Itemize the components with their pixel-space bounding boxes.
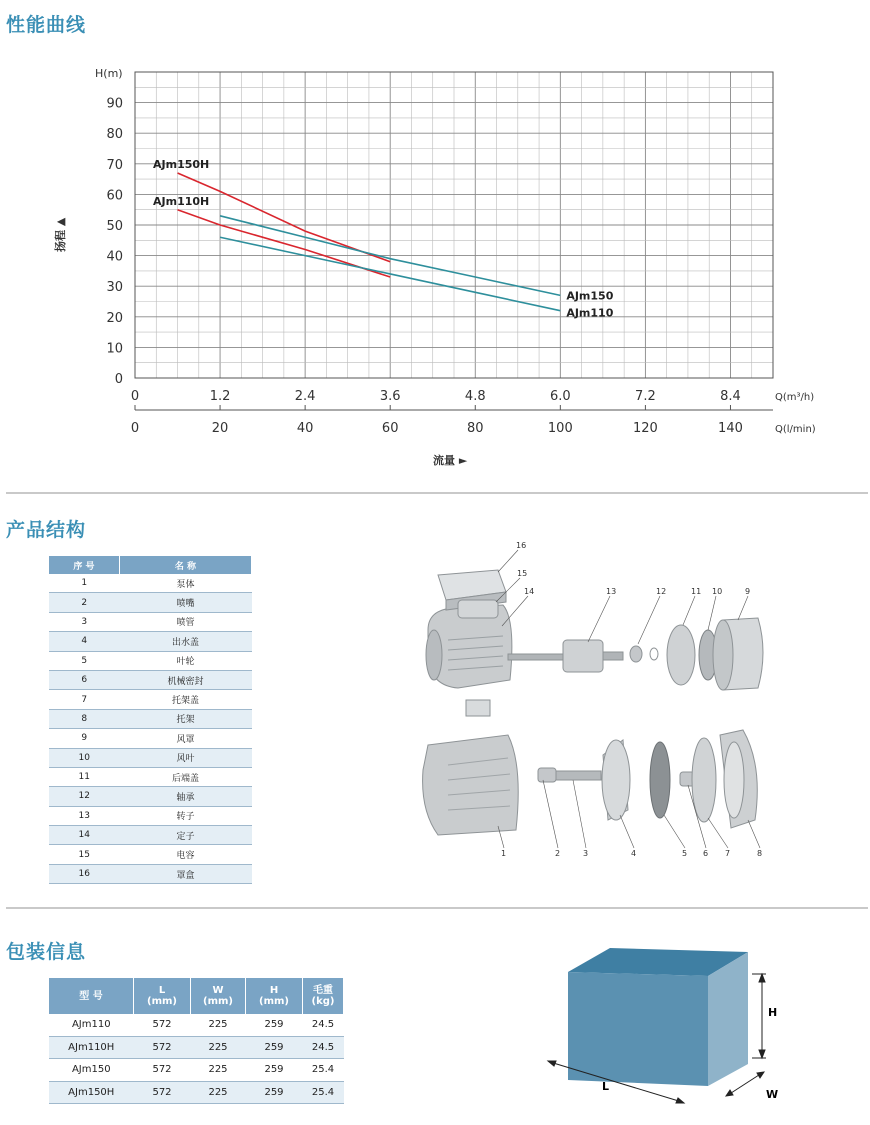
x-tick-label-m3h: 6.0	[549, 389, 571, 404]
parts-cell-no: 10	[49, 748, 120, 767]
parts-table-body	[49, 574, 252, 884]
packing-row	[49, 1036, 344, 1059]
part-callout-10: 10	[712, 587, 723, 596]
parts-row	[49, 651, 252, 670]
y-tick-label: 90	[106, 96, 123, 112]
parts-row	[49, 767, 252, 786]
bracket-piece	[466, 700, 490, 716]
x-tick-label-lmin: 60	[381, 421, 399, 436]
parts-row	[49, 612, 252, 631]
parts-cell-name: 机械密封	[120, 670, 252, 689]
packing-cell: 572	[134, 1081, 191, 1104]
packing-header-line: (mm)	[203, 996, 233, 1007]
packing-header-cell	[134, 978, 191, 1014]
parts-cell-no: 6	[49, 670, 120, 689]
packing-row	[49, 1059, 344, 1082]
y-tick-label: 70	[106, 157, 123, 173]
packing-cell: 259	[246, 1059, 303, 1082]
y-axis-title: 扬程 ▲	[54, 217, 67, 252]
parts-cell-no: 1	[49, 574, 120, 593]
x-tick-label-m3h: 7.2	[635, 389, 656, 404]
parts-row	[49, 632, 252, 651]
packing-header-cell	[191, 978, 246, 1014]
section-title-structure: 产品结构	[6, 519, 87, 541]
packing-cell: AJm150	[49, 1059, 134, 1082]
packing-cell: 225	[191, 1036, 246, 1059]
packing-header-cell	[303, 978, 344, 1014]
outlet-cover	[602, 740, 630, 820]
packing-table-body	[49, 1014, 344, 1104]
capacitor	[458, 600, 498, 618]
packing-cell: 259	[246, 1081, 303, 1104]
packing-table	[49, 978, 344, 1104]
packing-header-line: (mm)	[147, 996, 177, 1007]
parts-cell-no: 5	[49, 651, 120, 670]
parts-cell-name: 轴承	[120, 787, 252, 806]
package-box-diagram	[530, 940, 810, 1110]
x-tick-label-lmin: 140	[718, 421, 743, 436]
packing-header-line: (kg)	[311, 996, 335, 1007]
packing-header-line: (mm)	[259, 996, 289, 1007]
part-callout-13: 13	[606, 587, 617, 596]
parts-cell-no: 7	[49, 690, 120, 709]
section-title-performance: 性能曲线	[6, 14, 87, 36]
packing-header-line: L	[158, 985, 166, 996]
y-tick-label: 20	[106, 310, 123, 326]
packing-cell: 572	[134, 1014, 191, 1036]
part-callout-11: 11	[691, 587, 702, 596]
divider-1	[6, 492, 868, 494]
part-callout-5: 5	[682, 849, 688, 858]
section-title-packaging: 包装信息	[6, 941, 87, 963]
packing-cell: 259	[246, 1014, 303, 1036]
parts-cell-name: 喷嘴	[120, 593, 252, 612]
parts-row	[49, 806, 252, 825]
series-label-ajm110h: AJm110H	[153, 195, 210, 208]
packing-header-line: H	[269, 985, 279, 996]
parts-cell-no: 16	[49, 864, 120, 883]
y-tick-label: 30	[106, 280, 123, 296]
parts-cell-name: 转子	[120, 806, 252, 825]
parts-row	[49, 690, 252, 709]
x-unit-lmin: Q(l/min)	[775, 424, 816, 435]
parts-cell-name: 出水盖	[120, 632, 252, 651]
x-tick-label-lmin: 100	[547, 421, 573, 436]
pump-body	[423, 735, 519, 835]
packing-header-line: 毛重	[313, 985, 333, 996]
parts-cell-name: 定子	[120, 826, 252, 845]
x-tick-label-m3h: 0	[130, 389, 140, 404]
y-tick-label: 60	[106, 188, 123, 204]
x-tick-label-lmin: 120	[632, 421, 658, 436]
part-callout-6: 6	[703, 849, 709, 858]
part-callout-8: 8	[757, 849, 763, 858]
packing-cell: 572	[134, 1059, 191, 1082]
packing-cell: 572	[134, 1036, 191, 1059]
part-callout-12: 12	[656, 587, 667, 596]
packing-header-cell	[49, 978, 134, 1014]
fan-cover	[713, 618, 763, 690]
bracket-cover	[692, 738, 716, 822]
x-axis-title: 流量 ►	[433, 454, 468, 467]
parts-cell-no: 9	[49, 729, 120, 748]
parts-cell-no: 4	[49, 632, 120, 651]
parts-row	[49, 845, 252, 864]
part-callout-15: 15	[517, 569, 528, 578]
parts-header-no: 序 号	[49, 556, 120, 574]
box-label-h: H	[768, 1006, 778, 1019]
x-tick-label-m3h: 4.8	[464, 389, 486, 404]
packing-cell: 24.5	[303, 1014, 344, 1036]
x-tick-label-lmin: 40	[296, 421, 314, 436]
parts-row	[49, 709, 252, 728]
x-tick-label-lmin: 20	[211, 421, 229, 436]
part-callout-7: 7	[725, 849, 731, 858]
packing-cell: AJm110H	[49, 1036, 134, 1059]
packing-cell: 25.4	[303, 1081, 344, 1104]
packing-row	[49, 1014, 344, 1036]
x-tick-label-m3h: 2.4	[294, 389, 316, 404]
parts-cell-no: 14	[49, 826, 120, 845]
parts-cell-no: 2	[49, 593, 120, 612]
parts-cell-name: 叶轮	[120, 651, 252, 670]
part-callout-3: 3	[583, 849, 589, 858]
impeller	[650, 742, 670, 818]
packing-cell: 25.4	[303, 1059, 344, 1082]
parts-row	[49, 574, 252, 593]
part-callout-1: 1	[501, 849, 507, 858]
packing-cell: 24.5	[303, 1036, 344, 1059]
parts-cell-name: 托架盖	[120, 690, 252, 709]
parts-cell-name: 托架	[120, 709, 252, 728]
exploded-view-diagram	[398, 530, 793, 880]
part-callout-9: 9	[745, 587, 751, 596]
box-label-l: L	[602, 1080, 610, 1093]
x-tick-label-m3h: 3.6	[379, 389, 401, 404]
packing-cell: AJm150H	[49, 1081, 134, 1104]
rear-end-cover	[667, 625, 695, 685]
packing-header-cell	[246, 978, 303, 1014]
parts-cell-no: 8	[49, 709, 120, 728]
parts-cell-no: 3	[49, 612, 120, 631]
series-label-ajm150h: AJm150H	[153, 158, 210, 171]
parts-cell-name: 罩盒	[120, 864, 252, 883]
y-unit-label: H(m)	[95, 67, 123, 80]
parts-cell-no: 13	[49, 806, 120, 825]
x-unit-m3h: Q(m³/h)	[775, 392, 815, 403]
divider-2	[6, 907, 868, 909]
packing-cell: 259	[246, 1036, 303, 1059]
x-tick-label-lmin: 0	[130, 421, 140, 436]
parts-row	[49, 787, 252, 806]
y-tick-label: 80	[106, 127, 123, 143]
packing-cell: 225	[191, 1014, 246, 1036]
parts-cell-name: 喷管	[120, 612, 252, 631]
parts-cell-name: 风叶	[120, 748, 252, 767]
packing-row	[49, 1081, 344, 1104]
parts-cell-no: 12	[49, 787, 120, 806]
box-front-face	[568, 972, 708, 1086]
y-tick-label: 0	[114, 372, 123, 387]
y-tick-label: 40	[106, 249, 123, 265]
y-tick-label: 10	[106, 341, 123, 357]
part-callout-2: 2	[555, 849, 561, 858]
part-callout-14: 14	[524, 587, 535, 596]
packing-header-line: W	[212, 985, 224, 996]
performance-chart	[0, 40, 870, 480]
parts-cell-name: 风罩	[120, 729, 252, 748]
y-tick-label: 50	[106, 219, 123, 234]
chart-grid	[135, 72, 773, 378]
x-tick-label-lmin: 80	[466, 421, 484, 436]
packing-cell: 225	[191, 1059, 246, 1082]
parts-cell-no: 11	[49, 767, 120, 786]
box-label-w: W	[766, 1088, 779, 1101]
parts-row	[49, 670, 252, 689]
packing-cell: AJm110	[49, 1014, 134, 1036]
parts-cell-name: 后端盖	[120, 767, 252, 786]
parts-row	[49, 729, 252, 748]
packing-cell: 225	[191, 1081, 246, 1104]
x-tick-label-m3h: 8.4	[720, 389, 741, 404]
parts-cell-no: 15	[49, 845, 120, 864]
parts-row	[49, 826, 252, 845]
packing-table-header	[49, 978, 344, 1014]
x-tick-label-m3h: 1.2	[209, 389, 231, 404]
parts-row	[49, 593, 252, 612]
packing-header-line: 型 号	[79, 990, 103, 1002]
chart-labels	[53, 67, 816, 467]
parts-header-name: 名 称	[120, 556, 252, 574]
parts-row	[49, 748, 252, 767]
part-callout-16: 16	[516, 541, 527, 550]
parts-cell-name: 电容	[120, 845, 252, 864]
parts-table	[49, 556, 252, 884]
series-label-ajm150: AJm150	[566, 289, 614, 303]
parts-cell-name: 泵体	[120, 574, 252, 593]
series-label-ajm110: AJm110	[566, 306, 614, 320]
parts-row	[49, 864, 252, 883]
part-callout-4: 4	[631, 849, 637, 858]
